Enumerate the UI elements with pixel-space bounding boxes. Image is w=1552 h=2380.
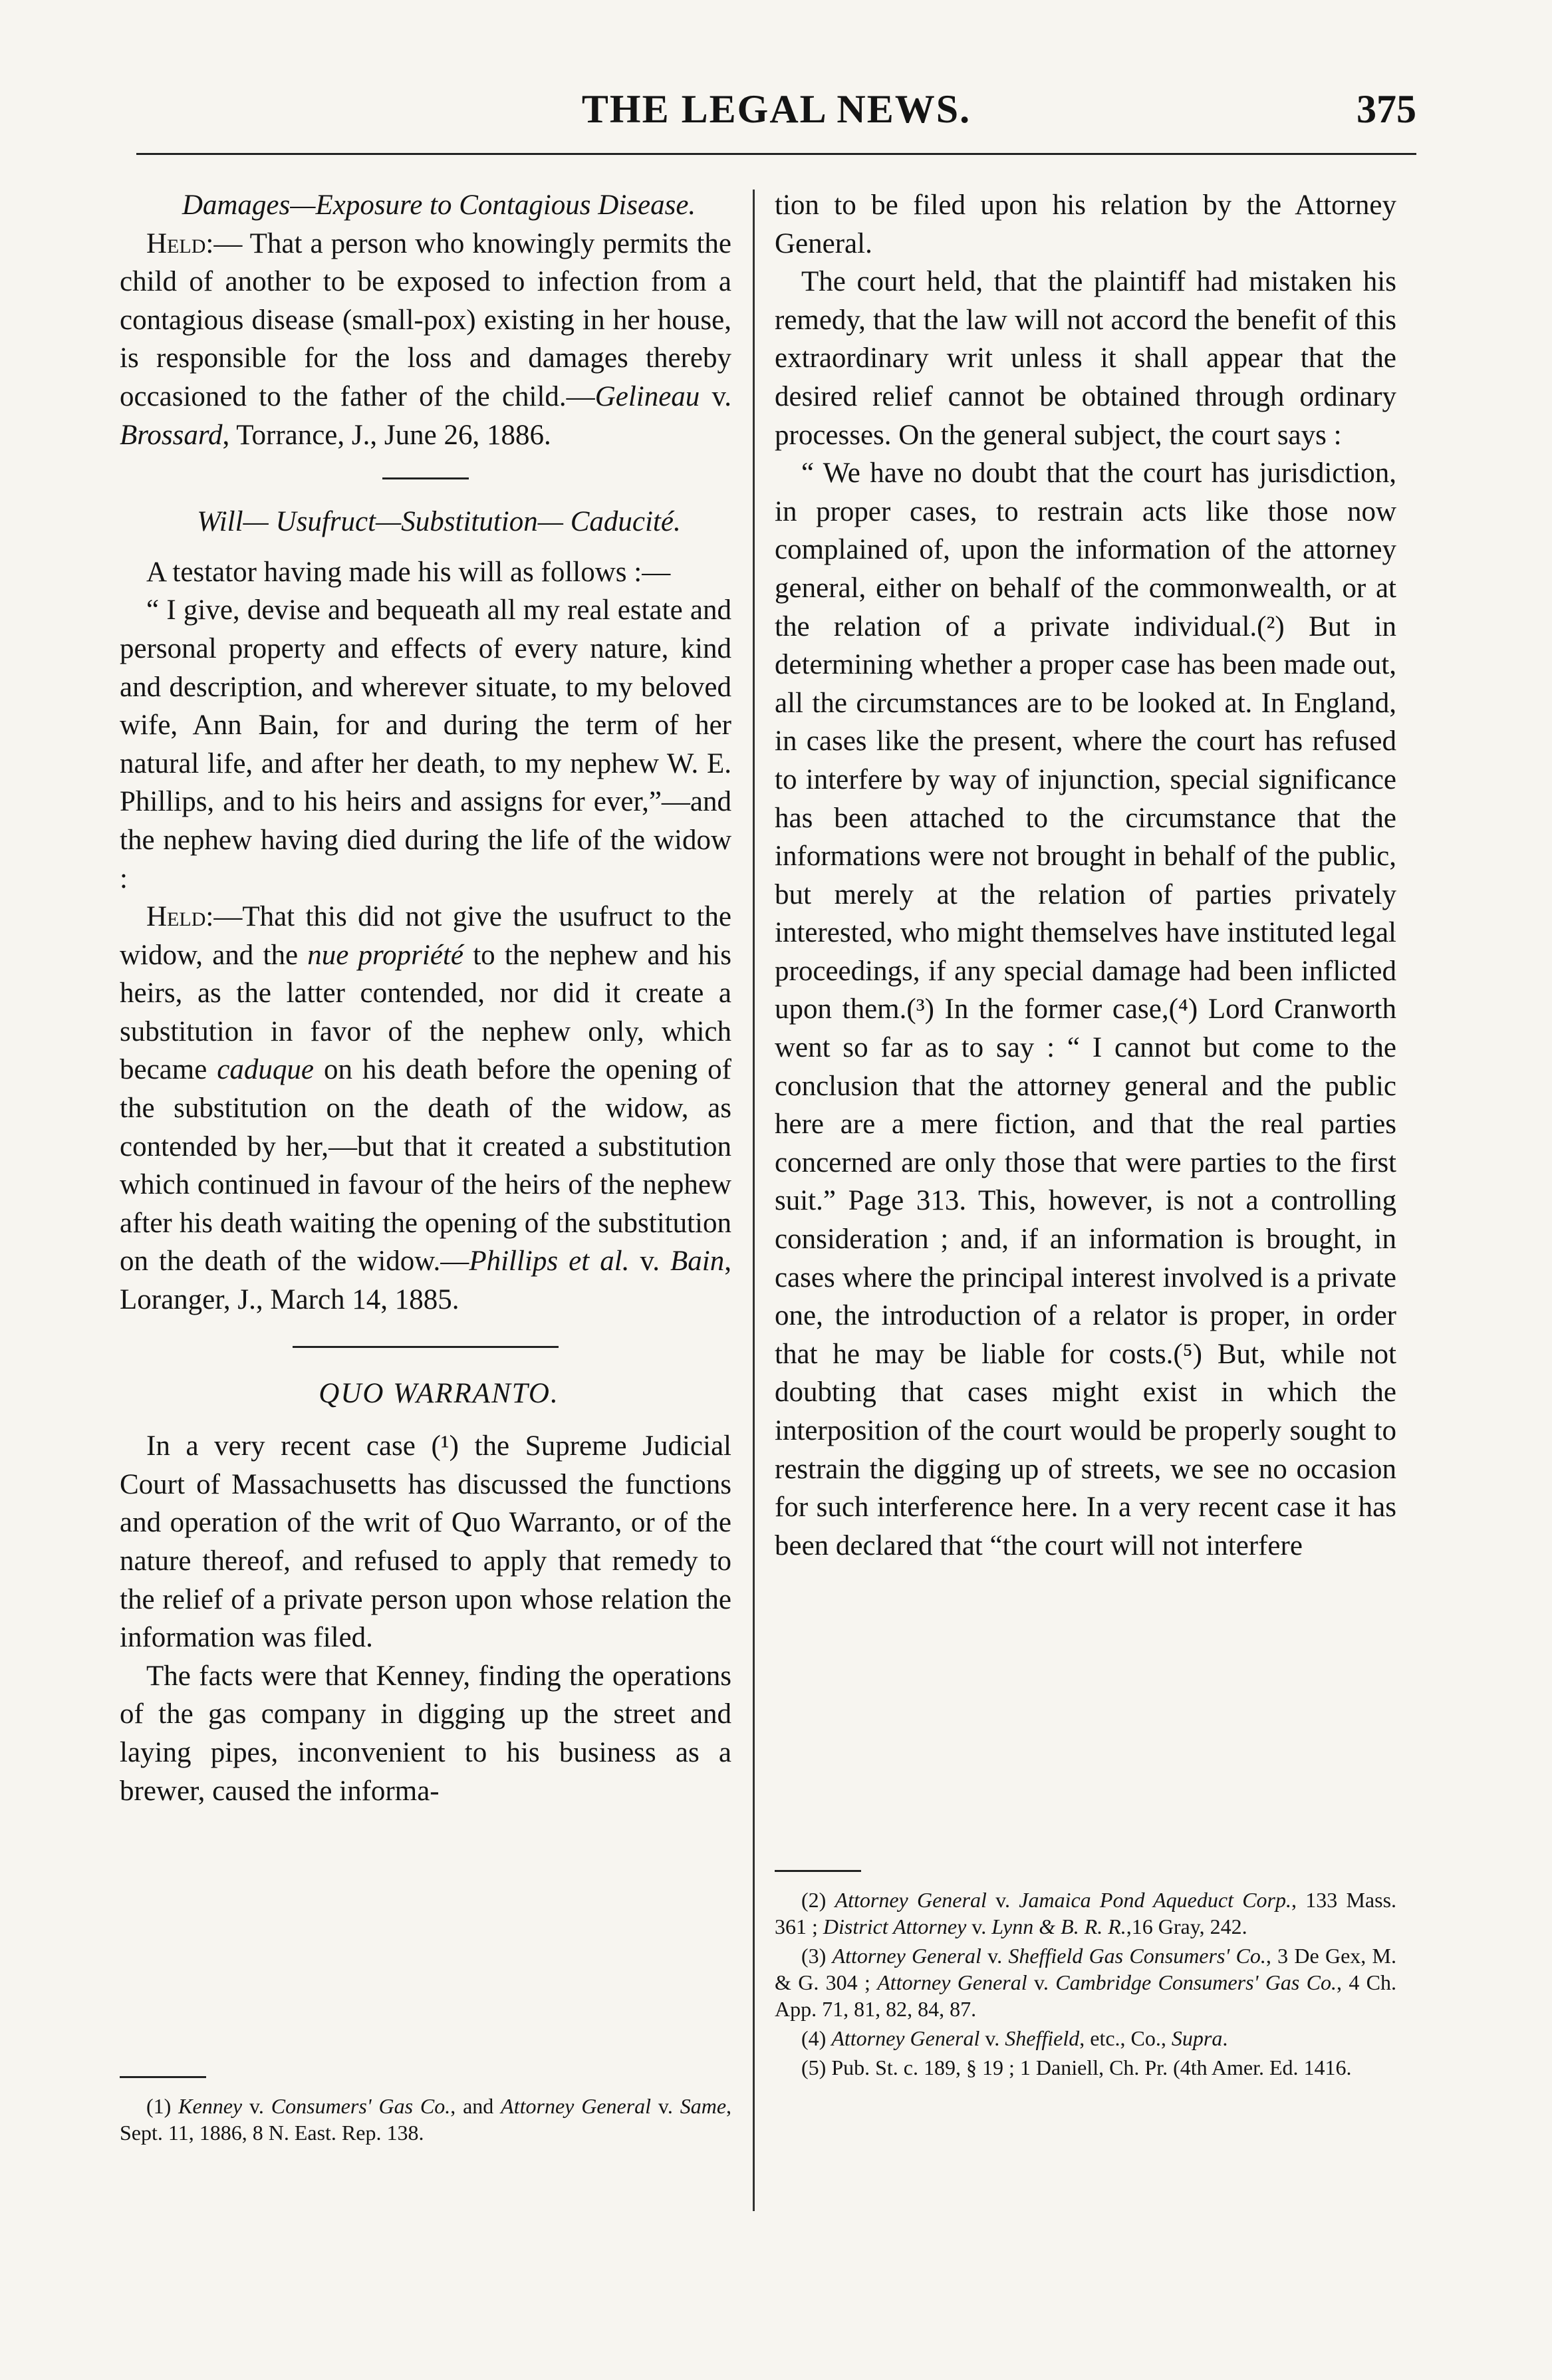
right-column <box>775 186 1396 1565</box>
quo-warranto-paragraph-1: In a very recent case (¹) the Supreme Judicial Court of Massachusetts has discussed the functions and operation of the writ of Quo Warranto, or of the nature thereof, and refused to apply that remedy to the relief of a private person upon whose relation the information was filed. <box>120 1430 731 1654</box>
journal-title: THE LEGAL NEWS. <box>581 87 971 131</box>
footnote-5: (5) Pub. St. c. 189, § 19 ; 1 Daniell, Ch. Pr. (4th Amer. Ed. 1416. <box>801 2055 1352 2079</box>
will-quote: “ I give, devise and bequeath all my real estate and personal property and effects of every nature, kind and description, and wherever situate, to my beloved wife, Ann Bain, for and during the term of her natural life, and after her death, to my nephew W. E. Phillips, and to his heirs and assigns for ever,”—and the nephew having died during the life of the widow : <box>120 595 731 894</box>
held-paragraph-damages: Held:— That a person who knowingly permits the child of another to be exposed to infection from a contagious disease (small-pox) existing in her house, is responsible for the loss and damages thereby occasioned to the father of the child.—Gelineau v. Brossard, Torrance, J., June 26, 1886. <box>120 227 731 451</box>
footnote-1: (1) Kenney v. Consumers' Gas Co., and Attorney General v. Same, Sept. 11, 1886, 8 N. East. Rep. 138. <box>120 2094 732 2145</box>
footnote-rule <box>120 2076 206 2078</box>
page-number: 375 <box>1357 87 1416 131</box>
section-divider <box>382 477 469 479</box>
page-header <box>136 86 1416 153</box>
continued-paragraph: tion to be filed upon his relation by the Attorney General. <box>775 190 1396 259</box>
right-footnotes <box>775 1849 1396 2083</box>
court-held-paragraph: The court held, that the plaintiff had mistaken his remedy, that the law will not accord the benefit of this extraordinary writ unless it shall appear that the desired relief cannot be obtained through ordinary processes. On the general subject, the court says : <box>775 266 1396 451</box>
case-name: Gelineau <box>594 380 700 412</box>
held-label: Held <box>146 901 206 933</box>
section-heading-damages: Damages—Exposure to Contagious Disease. <box>182 190 696 221</box>
left-column <box>120 186 731 1810</box>
section-divider <box>293 1346 559 1348</box>
held-paragraph-will: Held:—That this did not give the usufruct to the widow, and the nue propriété to the nephew and his heirs, as the latter contended, nor did it create a substitution in favor of the nephew only, which became caduque on his death before the opening of the substitution on the death of the widow, as contended by her,—but that it created a substitution which continued in favour of the heirs of the nephew after his death waiting the opening of the substitution on the death of the widow.—Phillips et al. v. Bain, Loranger, J., March 14, 1885. <box>120 901 731 1316</box>
footnote-4: (4) Attorney General v. Sheffield, etc., Co., Supra. <box>801 2026 1228 2050</box>
section-heading-quo-warranto: QUO WARRANTO. <box>319 1377 559 1409</box>
footnote-2: (2) Attorney General v. Jamaica Pond Aqueduct Corp., 133 Mass. 361 ; District Attorney v. Lynn & B. R. R.,16 Gray, 242. <box>775 1888 1397 1938</box>
left-footnotes <box>120 2055 731 2149</box>
footnote-3: (3) Attorney General v. Sheffield Gas Consumers' Co., 3 De Gex, M. & G. 304 ; Attorney General v. Cambridge Consumers' Gas Co., 4 Ch. App. 71, 81, 82, 84, 87. <box>775 1944 1397 2021</box>
column-divider <box>753 190 755 2211</box>
case-name: Phillips et al. <box>469 1246 630 1277</box>
case-name: Brossard <box>120 419 223 451</box>
quo-warranto-paragraph-2: The facts were that Kenney, finding the operations of the gas company in digging up the street and laying pipes, inconvenient to his business as a brewer, caused the informa- <box>120 1660 731 1807</box>
header-rule <box>136 153 1416 155</box>
will-intro: A testator having made his will as follows :— <box>146 556 671 588</box>
court-quote-paragraph: “ We have no doubt that the court has jurisdiction, in proper cases, to restrain acts like those now complained of, upon the information of the attorney general, either on behalf of the commonwealth, or at the relation of a private individual.(²) But in determining whether a proper case has been made out, all the circumstances are to be looked at. In England, in cases like the present, where the court has refused to interfere by way of injunction, special significance has been attached to the circumstance that the informations were not brought in behalf of the public, but merely at the relation of parties privately interested, who might themselves have instituted legal proceedings, if any special damage had been inflicted upon them.(³) In the former case,(⁴) Lord Cranworth went so far as to say : “ I cannot but come to the conclusion that the attorney general and the public here are a mere fiction, and that the real parties concerned are only those that were parties to the first suit.” Page 313. This, however, is not a controlling consideration ; and, if an information is brought, in cases where the principal interest involved is a private one, the introduction of a relator is proper, in order that he may be liable for costs.(⁵) But, while not doubting that cases might exist in which the interposition of the court would be properly sought to restrain the digging up of streets, we see no occasion for such interference here. In a very recent case it has been declared that “the court will not interfere <box>775 458 1396 1561</box>
case-name: Bain <box>670 1246 725 1277</box>
section-heading-will: Will— Usufruct—Substitution— Caducité. <box>197 506 681 538</box>
held-label: Held <box>146 227 206 259</box>
footnote-rule <box>775 1870 861 1872</box>
